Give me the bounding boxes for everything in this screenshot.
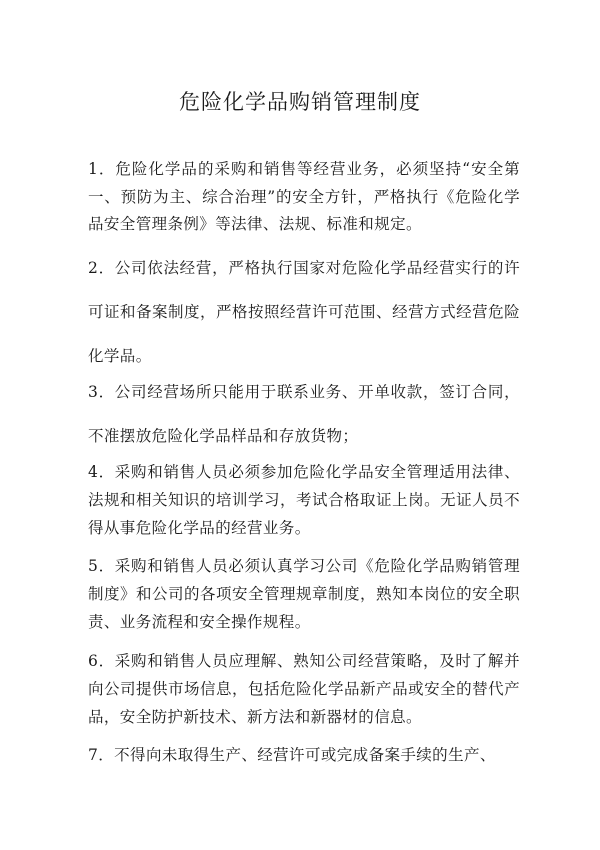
page-title: 危险化学品购销管理制度 [179, 90, 421, 114]
paragraph-1: 1．危险化学品的采购和销售等经营业务，必须坚持“安全第一、预防为主、综合治理”的安全方针，严格执行《危险化学品安全管理条例》等法律、法规、标准和规定。 [88, 160, 520, 233]
paragraph-3: 3．公司经营场所只能用于联系业务、开单收款，签订合同，不准摆放危险化学品样品和存放货物； [88, 383, 520, 445]
paragraph-6: 6．采购和销售人员应理解、熟知公司经营策略，及时了解并向公司提供市场信息，包括危险化学品新产品或安全的替代产品，安全防护新技术、新方法和新器材的信息。 [88, 652, 520, 726]
paragraph-5: 5．采购和销售人员必须认真学习公司《危险化学品购销管理制度》和公司的各项安全管理规章制度，熟知本岗位的安全职责、业务流程和安全操作规程。 [88, 557, 520, 631]
paragraph-4: 4．采购和销售人员必须参加危险化学品安全管理适用法律、法规和相关知识的培训学习，考试合格取证上岗。无证人员不得从事危险化学品的经营业务。 [88, 463, 520, 537]
paragraph-7: 7．不得向未取得生产、经营许可或完成备案手续的生产、 [88, 746, 496, 764]
paragraph-2: 2．公司依法经营，严格执行国家对危险化学品经营实行的许可证和备案制度，严格按照经营许可范围、经营方式经营危险化学品。 [88, 259, 520, 365]
